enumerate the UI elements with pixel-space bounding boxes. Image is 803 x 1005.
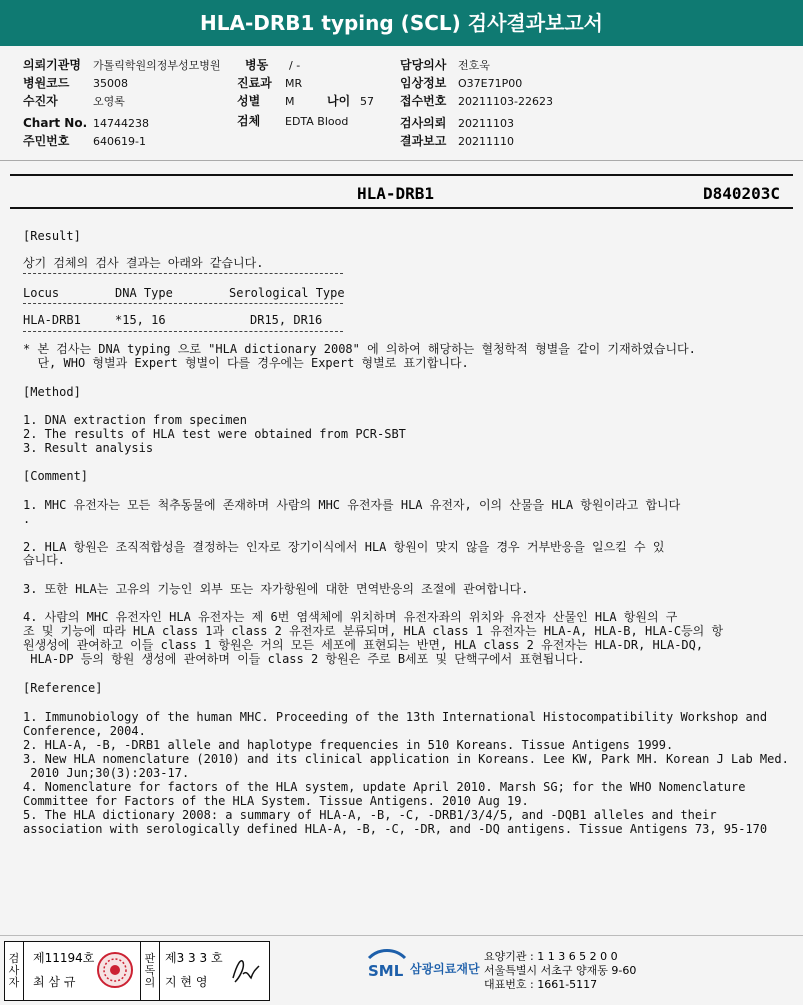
comment-line: 원생성에 관여하고 이들 class 1 항원은 거의 모든 세포에 표현되는 반면, HLA class 2 유전자는 HLA-DR, HLA-DQ, — [23, 638, 704, 652]
reference-line: Conference, 2004. — [23, 724, 146, 738]
row-dna-type: *15, 16 — [115, 313, 166, 327]
reference-heading: [Reference] — [23, 681, 103, 695]
receipt-field: 접수번호 20211103-22623 — [400, 94, 553, 108]
org-name: 삼광의료재단 — [410, 962, 480, 976]
report-title: HLA-DRB1 typing (SCL) 검사결과보고서 — [0, 0, 803, 46]
reference-line: 1. Immunobiology of the human MHC. Proceeding of the 13th International Histocompatibility Workshop and — [23, 710, 768, 724]
divider — [10, 207, 793, 209]
technician-name: 최 삼 규 — [33, 975, 76, 989]
reference-line: 2010 Jun;30(3):203-17. — [23, 766, 190, 780]
reference-line: association with serologically defined HLA-A, -B, -C, -DR, and -DQ antigens. Tissue Antigens 73, 95-170 — [23, 822, 768, 836]
result-intro: 상기 검체의 검사 결과는 아래와 같습니다. — [23, 256, 264, 270]
report-date-field: 결과보고 20211110 — [400, 134, 514, 148]
table-rule — [23, 331, 343, 332]
reader-label: 판독의 — [140, 942, 160, 1000]
footer-divider — [0, 935, 803, 936]
comment-heading: [Comment] — [23, 469, 89, 483]
comment-line: 2. HLA 항원은 조직적합성을 결정하는 인자로 장기이식에서 HLA 항원이 맞지 않을 경우 거부반응을 일으킬 수 있 — [23, 540, 665, 554]
note-line: 단, WHO 형별과 Expert 형별이 다를 경우에는 Expert 형별로 표기합니다. — [23, 356, 469, 370]
svg-text:SML: SML — [368, 962, 404, 980]
examinee-field: 수진자 오영록 — [23, 94, 125, 108]
technician-label: 검사자 — [5, 942, 24, 1000]
org-address: 서울특별시 서초구 양재동 9-60 — [484, 964, 637, 977]
method-step: 1. DNA extraction from specimen — [23, 413, 247, 427]
comment-line: 조 및 기능에 따라 HLA class 1과 class 2 유전자로 분류되며, HLA class 1 유전자는 HLA-A, HLA-B, HLA-C등의 항 — [23, 624, 724, 638]
test-code: D840203C — [702, 184, 780, 203]
row-serological-type: DR15, DR16 — [250, 313, 323, 327]
technician-license: 제11194호 — [33, 951, 95, 965]
reference-line: 4. Nomenclature for factors of the HLA system, update April 2010. Marsh SG; for the WHO Nomenclature — [23, 780, 746, 794]
request-field: 검사의뢰 20211103 — [400, 116, 514, 130]
sml-logo-mark — [366, 946, 408, 980]
reference-line: Committee for Factors of the HLA System. Tissue Antigens. 2010 Aug 19. — [23, 794, 529, 808]
result-heading: [Result] — [23, 229, 81, 243]
comment-line: 4. 사람의 MHC 유전자인 HLA 유전자는 제 6번 염색체에 위치하며 유전자좌의 위치와 유전자 산물인 HLA 항원의 구 — [23, 610, 678, 624]
col-dna-type: DNA Type — [115, 286, 173, 300]
reference-line: 3. New HLA nomenclature (2010) and its clinical application in Koreans. Lee KW, Park MH. Korean J Lab Med. — [23, 752, 789, 766]
sml-logo — [366, 946, 480, 984]
id-field: 주민번호 640619-1 — [23, 134, 146, 148]
doctor-field: 담당의사 전호욱 — [400, 58, 490, 72]
row-locus: HLA-DRB1 — [23, 313, 81, 327]
specimen-field: 검체 EDTA Blood — [237, 114, 349, 128]
reader-name: 지 현 영 — [165, 975, 208, 989]
reader-license: 제3 3 3 호 — [165, 951, 223, 965]
comment-line: 습니다. — [23, 553, 66, 567]
table-rule — [23, 273, 343, 274]
hospital-code-field: 병원코드 35008 — [23, 76, 128, 90]
reference-line: 2. HLA-A, -B, -DRB1 allele and haplotype frequencies in 510 Koreans. Tissue Antigens 1999. — [23, 738, 674, 752]
reference-line: 5. The HLA dictionary 2008: a summary of HLA-A, -B, -C, -DRB1/3/4/5, and -DQB1 alleles and their — [23, 808, 717, 822]
signature-mark — [225, 952, 265, 988]
dept-field: 진료과 MR — [237, 76, 303, 90]
comment-line: 1. MHC 유전자는 모든 척추동물에 존재하며 사람의 MHC 유전자를 HLA 유전자, 이의 산물을 HLA 항원이라고 합니다 — [23, 498, 681, 512]
agency-code: 요양기관 : 1 1 3 6 5 2 0 0 — [484, 950, 618, 963]
method-heading: [Method] — [23, 385, 81, 399]
patient-info — [0, 56, 803, 156]
org-phone: 대표번호 : 1661-5117 — [484, 978, 598, 991]
method-step: 3. Result analysis — [23, 441, 154, 455]
comment-line: 3. 또한 HLA는 고유의 기능인 외부 또는 자가항원에 대한 면역반응의 조절에 관여합니다. — [23, 582, 529, 596]
comment-line: HLA-DP 등의 항원 생성에 관여하며 이들 class 2 항원은 주로 B세포 및 단핵구에서 표현됩니다. — [23, 652, 585, 666]
signature-box — [4, 941, 270, 1001]
seal-stamp — [95, 950, 135, 990]
col-locus: Locus — [23, 286, 60, 300]
comment-line: . — [23, 512, 31, 526]
note-line: * 본 검사는 DNA typing 으로 "HLA dictionary 2008" 에 의하여 해당하는 혈청학적 형별을 같이 기재하였습니다. — [23, 342, 696, 356]
institution-field: 의뢰기관명 가톨릭학원의정부성모병원 — [23, 58, 221, 72]
table-rule — [23, 303, 343, 304]
sex-field: 성별 M — [237, 94, 295, 108]
gene-name: HLA-DRB1 — [357, 184, 435, 203]
age-field: 나이 57 — [327, 94, 374, 108]
chart-field: Chart No. 14744238 — [23, 116, 149, 130]
clinical-field: 임상정보 O37E71P00 — [400, 76, 523, 90]
divider — [10, 174, 793, 176]
ward-field: 병동 / - — [245, 58, 301, 72]
divider — [0, 160, 803, 161]
col-serological-type: Serological Type — [229, 286, 345, 300]
method-step: 2. The results of HLA test were obtained from PCR-SBT — [23, 427, 406, 441]
